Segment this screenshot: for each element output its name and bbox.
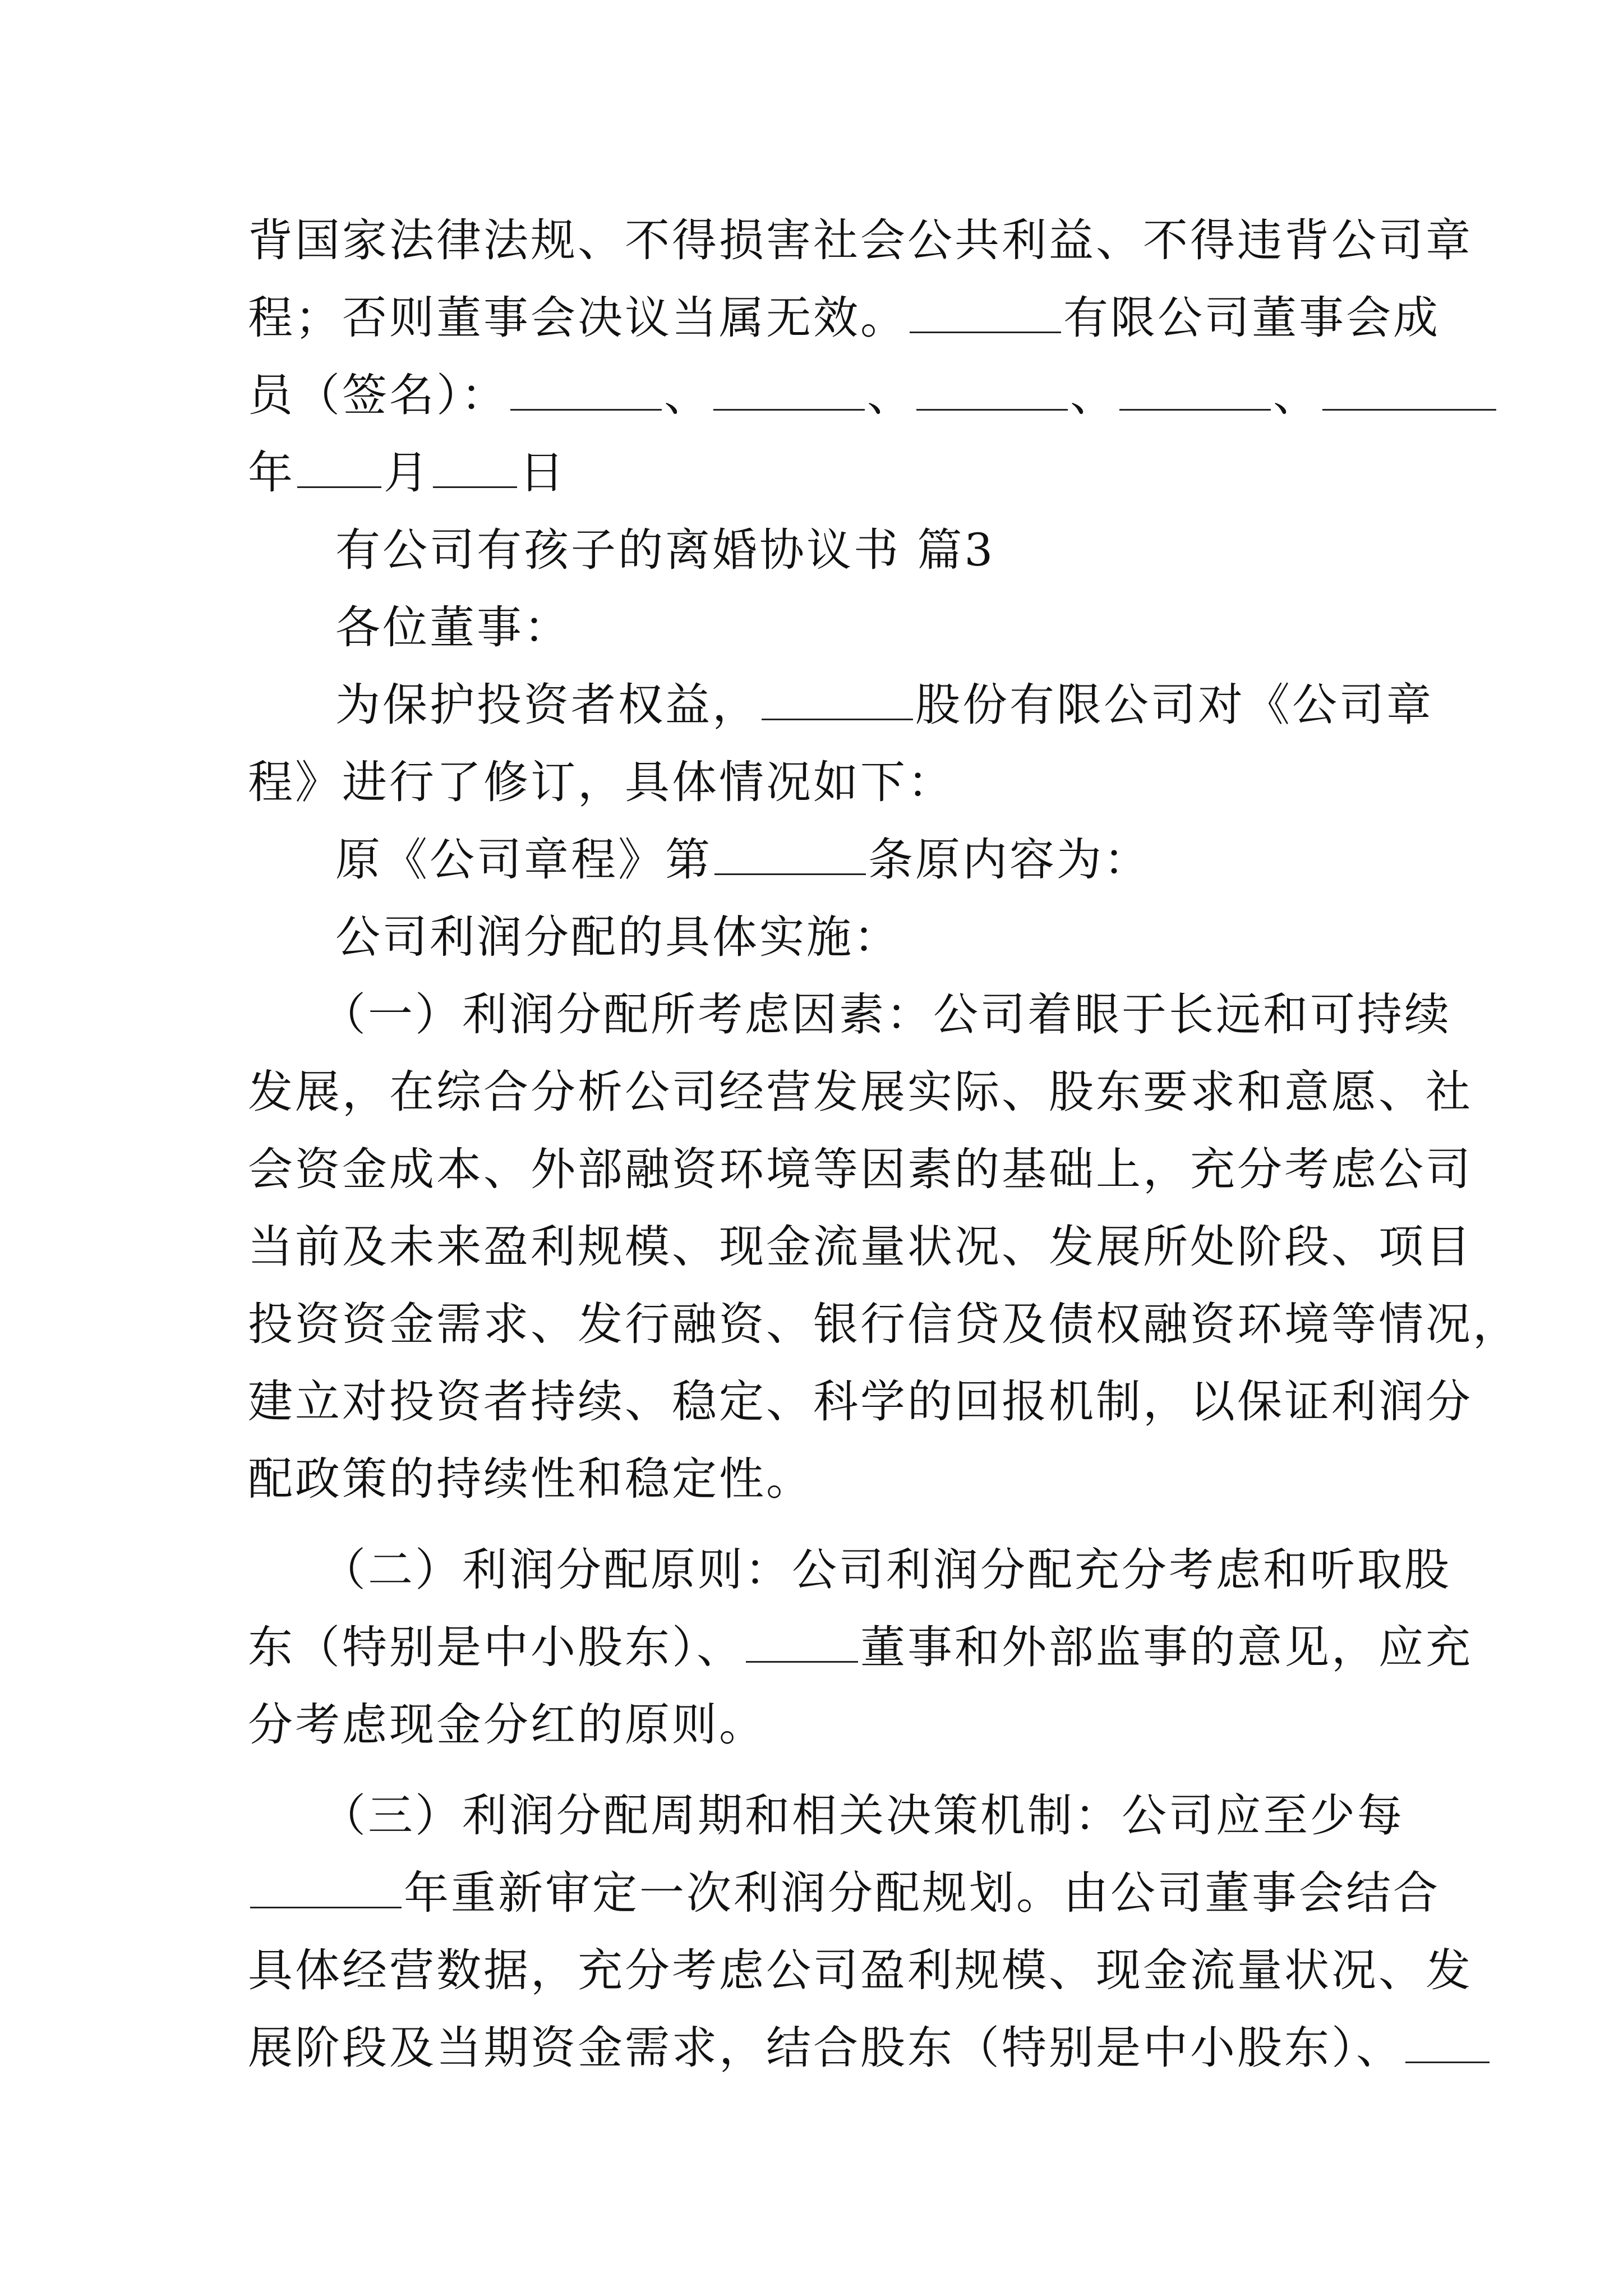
text-span: 董事和外部监事的意见，应充 [860,1621,1473,1673]
signature-line [248,357,1386,434]
separator: 、 [1273,369,1320,421]
document-body [248,202,1520,2087]
text-span: 背国家法律法规、不得损害社会公共利益、不得违背公司章 [248,214,1473,266]
greeting-text: 各位董事： [335,601,571,654]
text-span: 年重新审定一次利润分配规划。由公司董事会结合 [404,1867,1440,1919]
signature-blank [713,374,865,411]
text-line [248,1363,1473,1441]
text-line [248,1208,1473,1286]
text-line [248,1131,1473,1208]
text-span: 为保护投资者权益， [335,679,759,731]
text-line [248,1855,1440,1932]
section-title [248,512,1386,589]
greeting-line [248,589,1386,666]
text-line [248,1932,1473,2009]
text-span: 员（签名）： [248,369,508,421]
section-title-text: 有公司有孩子的离婚协议书 篇3 [335,524,995,576]
separator: 、 [867,369,914,421]
signature-blank [1119,374,1271,411]
text-span: 公司利润分配的具体实施： [335,911,901,963]
text-line [248,899,1386,976]
text-span: 分考虑现金分红的原则。 [248,1699,766,1751]
date-line [248,434,1386,512]
text-span: 投资资金需求、发行融资、银行信贷及债权融资环境等情况， [248,1298,1520,1350]
text-span: 月 [384,447,431,499]
text-span: 建立对投资者持续、稳定、科学的回报机制，以保证利润分 [248,1375,1473,1428]
month-blank [297,452,381,488]
text-span: 股份有限公司对《公司章 [915,679,1433,731]
fill-in-blank [762,684,913,720]
text-span: （三）利润分配周期和相关决策机制：公司应至少每 [321,1789,1404,1842]
text-span: 程》进行了修订，具体情况如下： [248,756,955,808]
text-line [248,821,1386,899]
text-span: 当前及未来盈利规模、现金流量状况、发展所处阶段、项目 [248,1221,1473,1273]
text-span: 有限公司董事会成 [1063,292,1440,344]
text-span: 展阶段及当期资金需求，结合股东（特别是中小股东）、 [248,2022,1403,2074]
separator: 、 [664,369,711,421]
signature-blank [1322,374,1496,411]
day-blank [433,452,517,488]
text-span: 会资金成本、外部融资环境等因素的基础上，充分考虑公司 [248,1143,1473,1195]
text-line [248,279,1440,357]
text-line [248,2009,1403,2087]
signature-blank [916,374,1068,411]
separator: 、 [1070,369,1117,421]
text-span: （一）利润分配所考虑因素：公司着眼于长远和可持续 [321,988,1451,1041]
text-line [248,1531,1451,1609]
text-line [248,202,1473,279]
text-line [248,744,1386,821]
text-span: 原《公司章程》第 [335,834,712,886]
fill-in-blank [714,839,866,875]
text-span: 发展，在综合分析公司经营发展实际、股东要求和意愿、社 [248,1066,1473,1118]
text-span: 年 [248,447,295,499]
text-line [248,1609,1473,1686]
text-line [248,1777,1404,1855]
text-line [248,976,1451,1053]
text-span: 日 [519,447,566,499]
text-span: 东（特别是中小股东）、 [248,1621,744,1673]
text-span: 配政策的持续性和稳定性。 [248,1453,813,1505]
text-span: 程；否则董事会决议当属无效。 [248,292,907,344]
text-line [248,1053,1473,1131]
text-line [248,666,1433,744]
text-span: 具体经营数据，充分考虑公司盈利规模、现金流量状况、发 [248,1944,1473,1996]
text-span: （二）利润分配原则：公司利润分配充分考虑和听取股 [321,1544,1451,1596]
fill-in-blank [746,1626,858,1663]
fill-in-blank [910,297,1061,333]
text-line [248,1286,1520,1363]
signature-blank [510,374,662,411]
fill-in-blank [250,1872,402,1908]
fill-in-blank [1405,2027,1490,2063]
text-span: 条原内容为： [868,834,1151,886]
text-line [248,1686,1386,1764]
text-line [248,1441,1386,1518]
